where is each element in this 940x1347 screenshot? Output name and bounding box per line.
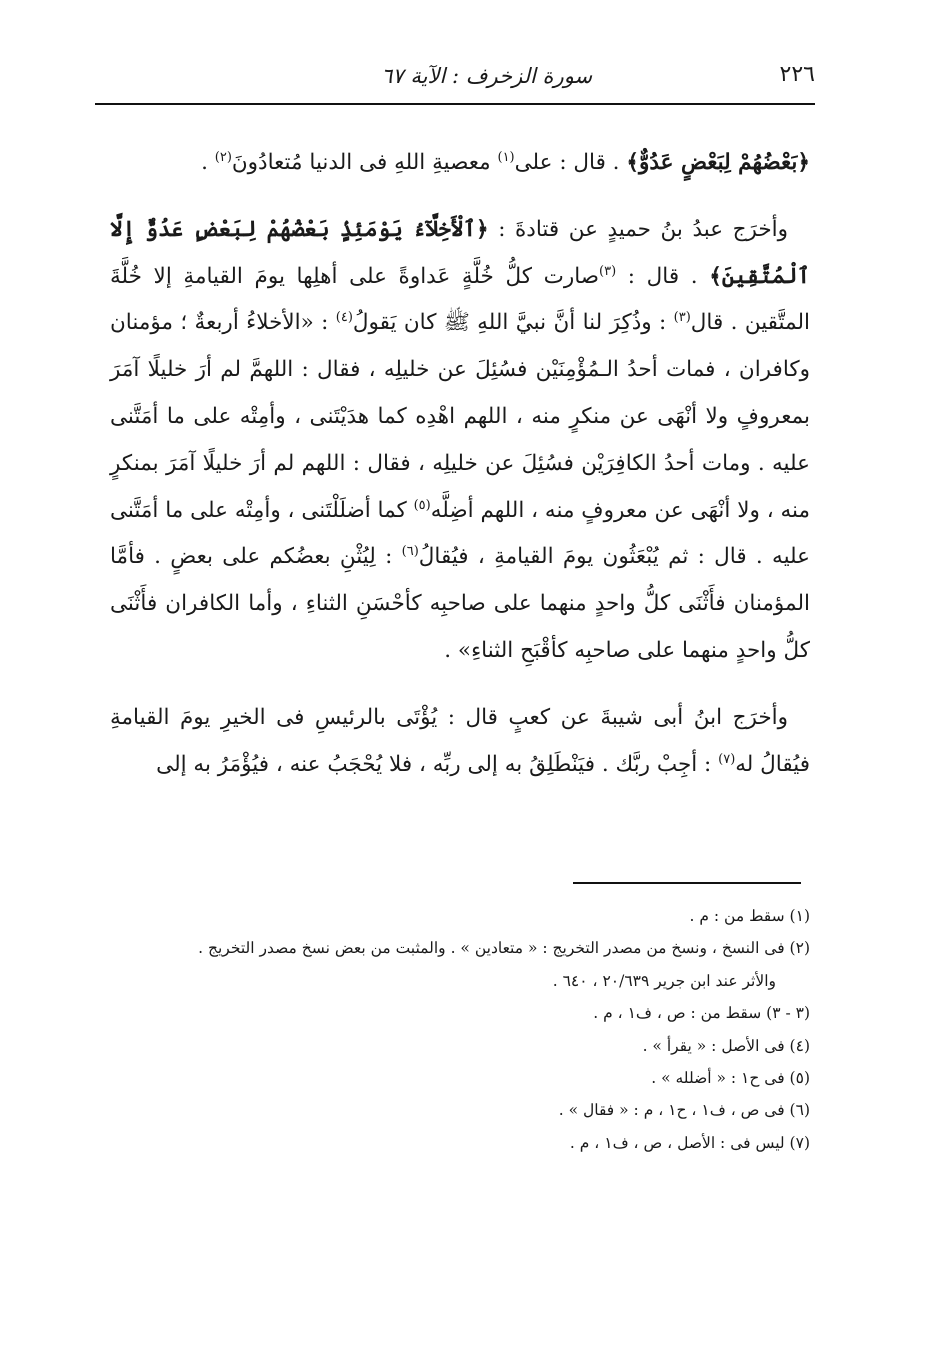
- footnote-6: (٦) فى ص ، ف١ ، ح١ ، م : « فقال » .: [558, 1101, 810, 1120]
- footnote-7: (٧) ليس فى : الأصل ، ص ، ف١ ، م .: [569, 1133, 810, 1152]
- surah-verse-title: سورة الزخرف : الآية ٦٧: [381, 64, 593, 88]
- text-run: .: [201, 150, 215, 175]
- footnote-3: (٣ - ٣) سقط من : ص ، ف١ ، م .: [593, 1004, 810, 1023]
- footnote-2-continued: والأثر عند ابن جرير ٢٠/٦٣٩ ، ٦٤٠ .: [552, 971, 776, 990]
- footnote-marker: (٤): [335, 310, 353, 326]
- main-text: [110, 140, 810, 788]
- running-head: [95, 62, 815, 96]
- quran-quote: ﴿ٱلْأَخِلَّآءُ يَوْمَئِذٍۢ بَعْضُهُمْ لِبَعْضٍ عَدُوٌّ إِلَّا ٱلْمُتَّقِينَ﴾: [110, 216, 810, 289]
- quran-quote: ﴿بَعْضُهُمْ لِبَعْضٍ عَدُوٌّ﴾: [626, 150, 810, 175]
- paragraph-3: [110, 695, 810, 789]
- paragraph-2: [110, 207, 810, 675]
- text-run: وأخرَج ابنُ أبى شيبةَ عن كعبٍ قال : يُؤْتَى بالرئيسِ فى الخيرِ يومَ القيامةِ فيُقالُ له: [110, 704, 810, 777]
- footnote-marker: (١): [497, 149, 515, 165]
- page-number: ٢٢٦: [779, 62, 815, 87]
- text-run: معصيةِ اللهِ فى الدنيا مُتعادُونَ: [231, 150, 498, 175]
- text-run: : وذُكِرَ لنا أنَّ نبيَّ اللهِ ﷺ كان يَقولُ: [352, 310, 674, 336]
- footnote-4: (٤) فى الأصل : « يقرأ » .: [642, 1036, 810, 1055]
- text-run: صارت كلُّ خُلَّةٍ عَداوةً على أهلِها يومَ القيامةِ إلا خُلَّةَ المتَّقين . قال: [110, 263, 811, 336]
- text-run: كما أضلَلْتَنى ، وأمِتْه على ما أمَتَّنى عليه . قال : ثم يُبْعَثُون يومَ القيامةِ ، فيُقالُ: [110, 497, 810, 570]
- footnote-marker: (٣): [673, 310, 691, 326]
- footnote-2: (٢) فى النسخ ، ونسخ من مصدر التخريج : « متعادين » . والمثبت من بعض نسخ مصدر التخريج .: [198, 939, 810, 958]
- footnote-marker: (٢): [214, 149, 232, 165]
- text-run: . قال : على: [514, 150, 627, 175]
- paragraph-1: [110, 140, 810, 187]
- footnote-marker: (٥): [413, 497, 431, 513]
- footnote-marker: (٣): [599, 263, 617, 279]
- text-run: . قال :: [616, 263, 710, 289]
- footnotes: [110, 900, 810, 1159]
- footnote-marker: (٦): [401, 544, 419, 560]
- text-run: : لِيُثْنِ بعضُكم على بعضٍ . فأمَّا المؤمنان فأَثْنَى كلُّ واحدٍ منهما على صاحبِه كأحْسَنِ الثناءِ ، وأما الكافران فأَثْنَى كلُّ واحدٍ منهما على صاحبِه كأقْبَحِ الثناءِ» .: [110, 544, 810, 663]
- text-run: : «الأخلاءُ أربعةٌ ؛ مؤمنان وكافران ، فمات أحدُ الـمُؤْمِنَيْن فسُئِلَ عن خليلِه ، فقال : اللهمَّ لم أرَ خليلًا آمَرَ بمعروفٍ ولا أنْهَى عن منكرٍ منه ، اللهم اهْدِه كما هدَيْتَنى ، وأمِتْه على ما أمَتَّنى عليه . ومات أحدُ الكافِرَيْن فسُئِلَ عن خليلِه ، فقال : اللهم لم أرَ خليلًا آمَرَ بمنكرٍ منه ، ولا أنْهَى عن معروفٍ منه ، اللهم أضِلَّه: [110, 310, 811, 523]
- footnote-1: (١) سقط من : م .: [689, 907, 810, 925]
- footnote-5: (٥) فى ح١ : « أضلله » .: [651, 1069, 810, 1088]
- footnote-divider: [573, 882, 801, 884]
- footnote-marker: (٧): [718, 751, 736, 767]
- header-divider: [95, 103, 815, 105]
- text-run: : أجِبْ ربَّك . فيَنْطَلِقُ به إلى ربِّه ، فلا يُحْجَبُ عنه ، فيُؤْمَرُ به إلى: [156, 751, 719, 777]
- text-run: وأخرَج عبدُ بنُ حميدٍ عن قتادةَ :: [488, 216, 788, 242]
